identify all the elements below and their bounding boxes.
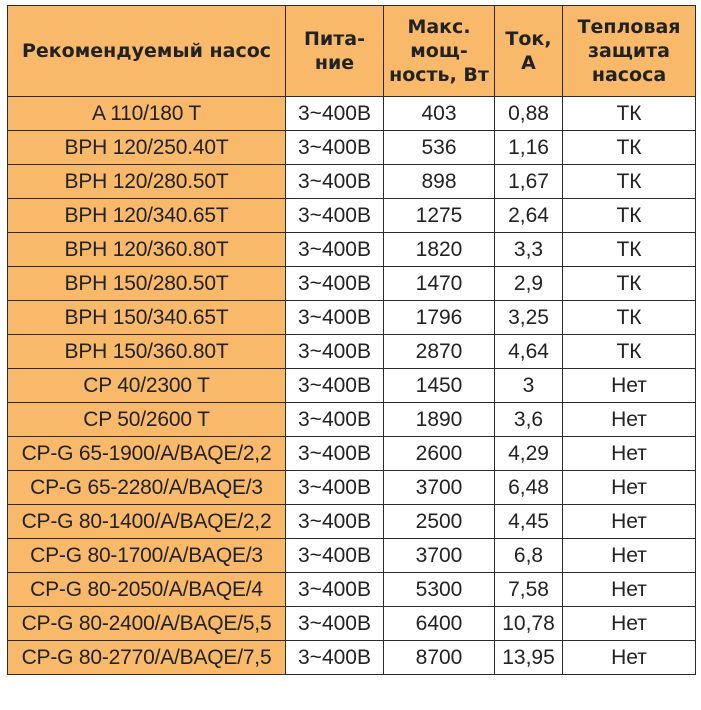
header-line: Макс. bbox=[407, 16, 471, 38]
header-line: А bbox=[521, 52, 536, 74]
cell-thermal-protection: ТК bbox=[563, 335, 696, 369]
cell-current: 0,88 bbox=[495, 97, 563, 131]
table-row bbox=[8, 505, 696, 539]
cell-pump-model: BPH 150/360.80T bbox=[8, 335, 286, 369]
pump-spec-table bbox=[7, 5, 696, 675]
cell-power-supply: 3~400В bbox=[286, 131, 384, 165]
cell-current: 1,67 bbox=[495, 165, 563, 199]
cell-pump-model: CP-G 80-1700/A/BAQE/3 bbox=[8, 539, 286, 573]
header-pump bbox=[8, 6, 286, 97]
header-max-power bbox=[384, 6, 495, 97]
cell-thermal-protection: Нет bbox=[563, 607, 696, 641]
cell-current: 1,16 bbox=[495, 131, 563, 165]
cell-thermal-protection: Нет bbox=[563, 437, 696, 471]
cell-thermal-protection: Нет bbox=[563, 471, 696, 505]
cell-pump-model: BPH 120/360.80T bbox=[8, 233, 286, 267]
header-line: насоса bbox=[591, 64, 667, 86]
cell-thermal-protection: Нет bbox=[563, 403, 696, 437]
cell-current: 3,6 bbox=[495, 403, 563, 437]
cell-pump-model: CP 50/2600 T bbox=[8, 403, 286, 437]
cell-power-supply: 3~400В bbox=[286, 403, 384, 437]
table-row bbox=[8, 471, 696, 505]
table-row bbox=[8, 97, 696, 131]
table-row bbox=[8, 199, 696, 233]
cell-max-power: 1450 bbox=[384, 369, 495, 403]
cell-power-supply: 3~400В bbox=[286, 97, 384, 131]
cell-thermal-protection: Нет bbox=[563, 539, 696, 573]
table-row bbox=[8, 301, 696, 335]
header-line: ние bbox=[314, 52, 355, 74]
header-line: защита bbox=[587, 40, 670, 62]
cell-pump-model: BPH 120/280.50T bbox=[8, 165, 286, 199]
cell-pump-model: CP-G 65-2280/A/BAQE/3 bbox=[8, 471, 286, 505]
header-line: Ток, bbox=[505, 28, 552, 50]
header-line: Рекомендуемый насос bbox=[21, 40, 272, 62]
cell-thermal-protection: ТК bbox=[563, 165, 696, 199]
cell-thermal-protection: Нет bbox=[563, 505, 696, 539]
cell-current: 2,64 bbox=[495, 199, 563, 233]
table-body bbox=[8, 97, 696, 675]
cell-thermal-protection: Нет bbox=[563, 369, 696, 403]
cell-pump-model: CP-G 80-2400/A/BAQE/5,5 bbox=[8, 607, 286, 641]
cell-max-power: 2600 bbox=[384, 437, 495, 471]
table-row bbox=[8, 573, 696, 607]
cell-current: 3,3 bbox=[495, 233, 563, 267]
table-header bbox=[8, 6, 696, 97]
header-line: Тепловая bbox=[577, 16, 681, 38]
cell-current: 4,45 bbox=[495, 505, 563, 539]
cell-current: 10,78 bbox=[495, 607, 563, 641]
table-row bbox=[8, 335, 696, 369]
cell-power-supply: 3~400В bbox=[286, 165, 384, 199]
cell-current: 3 bbox=[495, 369, 563, 403]
header-line: ность, Вт bbox=[389, 64, 489, 86]
cell-thermal-protection: ТК bbox=[563, 199, 696, 233]
header-power-supply bbox=[286, 6, 384, 97]
cell-max-power: 1470 bbox=[384, 267, 495, 301]
cell-max-power: 2500 bbox=[384, 505, 495, 539]
cell-max-power: 403 bbox=[384, 97, 495, 131]
cell-max-power: 1820 bbox=[384, 233, 495, 267]
cell-power-supply: 3~400В bbox=[286, 471, 384, 505]
cell-power-supply: 3~400В bbox=[286, 607, 384, 641]
header-row bbox=[8, 6, 696, 97]
cell-current: 3,25 bbox=[495, 301, 563, 335]
cell-current: 2,9 bbox=[495, 267, 563, 301]
cell-power-supply: 3~400В bbox=[286, 199, 384, 233]
cell-thermal-protection: Нет bbox=[563, 641, 696, 675]
cell-power-supply: 3~400В bbox=[286, 267, 384, 301]
table-row bbox=[8, 233, 696, 267]
cell-power-supply: 3~400В bbox=[286, 573, 384, 607]
cell-max-power: 3700 bbox=[384, 539, 495, 573]
cell-pump-model: CP-G 80-2770/A/BAQE/7,5 bbox=[8, 641, 286, 675]
cell-pump-model: BPH 120/340.65T bbox=[8, 199, 286, 233]
cell-thermal-protection: ТК bbox=[563, 301, 696, 335]
cell-thermal-protection: Нет bbox=[563, 573, 696, 607]
table-row bbox=[8, 403, 696, 437]
table-row bbox=[8, 131, 696, 165]
cell-max-power: 536 bbox=[384, 131, 495, 165]
cell-power-supply: 3~400В bbox=[286, 233, 384, 267]
header-line: Пита- bbox=[304, 28, 365, 50]
cell-power-supply: 3~400В bbox=[286, 505, 384, 539]
table-row bbox=[8, 165, 696, 199]
cell-power-supply: 3~400В bbox=[286, 301, 384, 335]
table-row bbox=[8, 437, 696, 471]
cell-pump-model: CP-G 65-1900/A/BAQE/2,2 bbox=[8, 437, 286, 471]
cell-current: 7,58 bbox=[495, 573, 563, 607]
cell-max-power: 1890 bbox=[384, 403, 495, 437]
cell-current: 6,48 bbox=[495, 471, 563, 505]
cell-max-power: 6400 bbox=[384, 607, 495, 641]
cell-max-power: 898 bbox=[384, 165, 495, 199]
cell-pump-model: A 110/180 T bbox=[8, 97, 286, 131]
header-current bbox=[495, 6, 563, 97]
cell-max-power: 8700 bbox=[384, 641, 495, 675]
cell-max-power: 5300 bbox=[384, 573, 495, 607]
cell-pump-model: BPH 150/340.65T bbox=[8, 301, 286, 335]
cell-pump-model: CP-G 80-2050/A/BAQE/4 bbox=[8, 573, 286, 607]
header-thermal-protection bbox=[563, 6, 696, 97]
cell-power-supply: 3~400В bbox=[286, 539, 384, 573]
cell-pump-model: CP 40/2300 T bbox=[8, 369, 286, 403]
cell-max-power: 1796 bbox=[384, 301, 495, 335]
cell-power-supply: 3~400В bbox=[286, 641, 384, 675]
cell-power-supply: 3~400В bbox=[286, 335, 384, 369]
cell-current: 6,8 bbox=[495, 539, 563, 573]
cell-power-supply: 3~400В bbox=[286, 369, 384, 403]
cell-thermal-protection: ТК bbox=[563, 233, 696, 267]
cell-pump-model: CP-G 80-1400/A/BAQE/2,2 bbox=[8, 505, 286, 539]
cell-pump-model: BPH 150/280.50T bbox=[8, 267, 286, 301]
cell-pump-model: BPH 120/250.40T bbox=[8, 131, 286, 165]
cell-current: 4,29 bbox=[495, 437, 563, 471]
cell-max-power: 2870 bbox=[384, 335, 495, 369]
table-row bbox=[8, 641, 696, 675]
header-line: мощ- bbox=[410, 40, 468, 62]
cell-max-power: 1275 bbox=[384, 199, 495, 233]
table-row bbox=[8, 539, 696, 573]
cell-thermal-protection: ТК bbox=[563, 97, 696, 131]
cell-current: 13,95 bbox=[495, 641, 563, 675]
table-row bbox=[8, 369, 696, 403]
table-row bbox=[8, 267, 696, 301]
cell-thermal-protection: ТК bbox=[563, 267, 696, 301]
cell-thermal-protection: ТК bbox=[563, 131, 696, 165]
cell-current: 4,64 bbox=[495, 335, 563, 369]
cell-power-supply: 3~400В bbox=[286, 437, 384, 471]
table-row bbox=[8, 607, 696, 641]
cell-max-power: 3700 bbox=[384, 471, 495, 505]
